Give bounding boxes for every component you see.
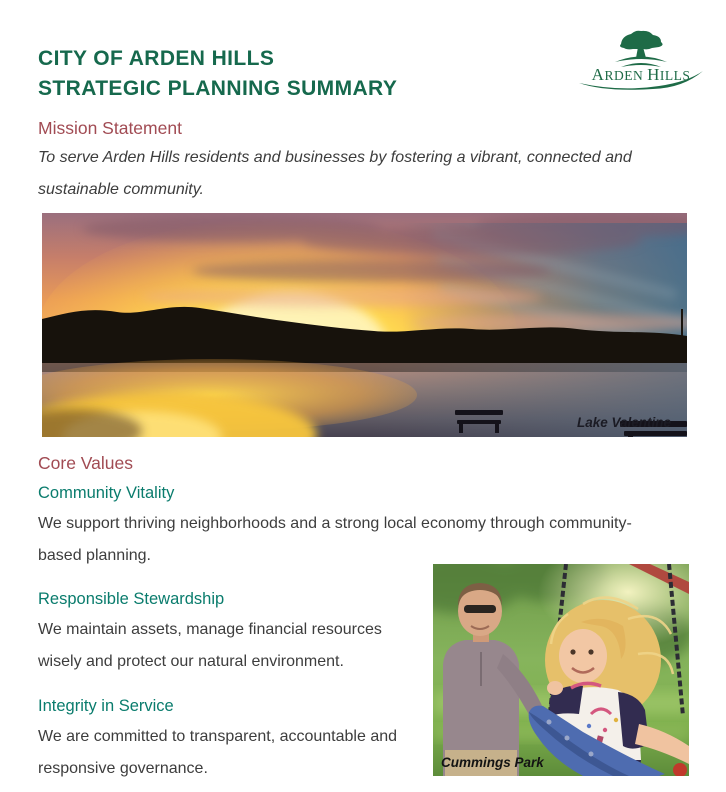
park-swing-illustration — [433, 564, 689, 776]
mission-statement-heading: Mission Statement — [38, 118, 182, 138]
lake-valentine-photo — [42, 213, 687, 437]
lake-sunset-illustration — [42, 213, 687, 437]
page-title — [38, 44, 397, 104]
arden-hills-logo — [575, 28, 707, 92]
logo-wordmark: ARDEN HILLS — [591, 65, 691, 84]
value-body-integrity-in-service: We are committed to transparent, accountable and responsive governance. — [38, 728, 398, 777]
page-title-line2: STRATEGIC PLANNING SUMMARY — [38, 77, 398, 100]
cummings-park-photo — [433, 564, 689, 776]
page-title-line1: CITY OF ARDEN HILLS — [38, 47, 275, 70]
value-title-community-vitality: Community Vitality — [38, 484, 175, 502]
core-values-heading: Core Values — [38, 453, 134, 473]
mission-statement-text: To serve Arden Hills residents and businesses by fostering a vibrant, connected and sustainable community. — [38, 149, 632, 198]
arden-hills-tree-icon — [575, 28, 707, 92]
park-photo-caption: Cummings Park — [441, 755, 544, 770]
value-title-responsible-stewardship: Responsible Stewardship — [38, 590, 225, 608]
value-title-integrity-in-service: Integrity in Service — [38, 697, 174, 715]
value-body-responsible-stewardship: We maintain assets, manage financial resources wisely and protect our natural environment. — [38, 621, 382, 670]
value-body-community-vitality: We support thriving neighborhoods and a strong local economy through community-based planning. — [38, 515, 632, 564]
lake-photo-caption: Lake Valentine — [576, 415, 671, 430]
